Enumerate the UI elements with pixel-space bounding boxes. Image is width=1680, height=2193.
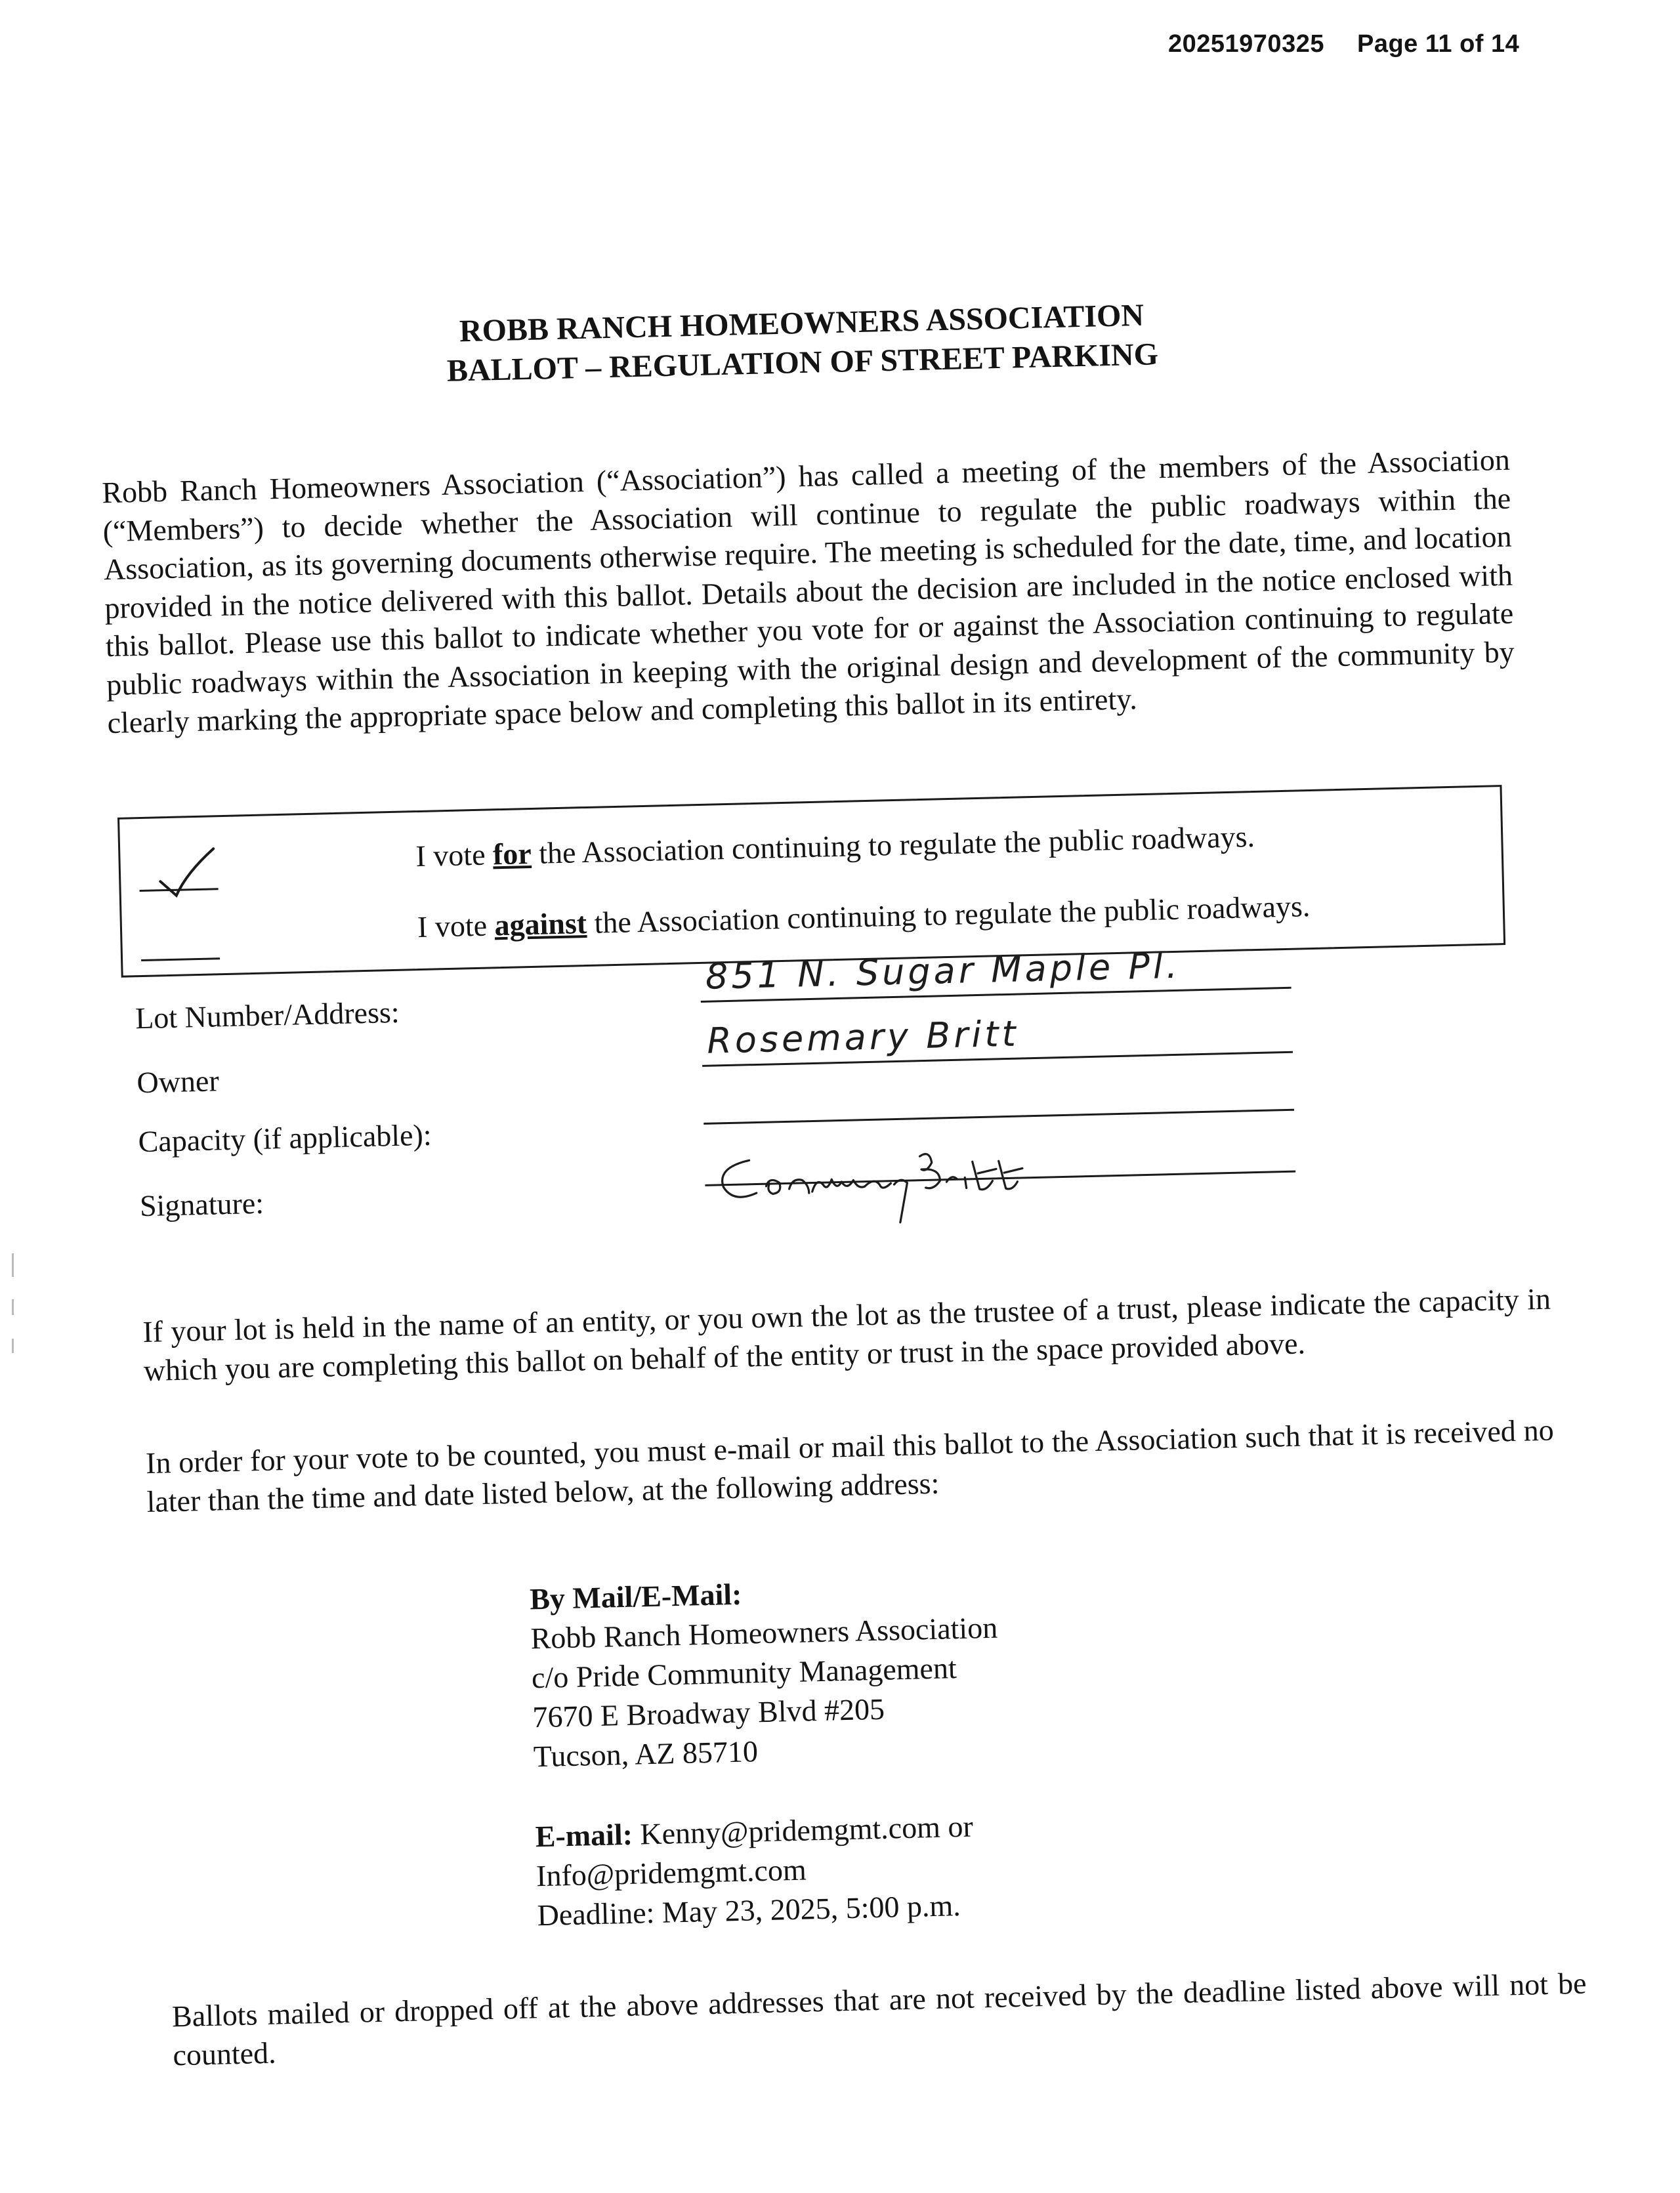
vote-against-prefix: I vote xyxy=(417,908,495,944)
mail-heading: By Mail/E-Mail: xyxy=(529,1577,742,1616)
document-number: 20251970325 xyxy=(1168,30,1324,58)
owner-label: Owner xyxy=(136,1064,220,1100)
vote-options-box xyxy=(117,785,1505,978)
capacity-line xyxy=(704,1109,1294,1125)
lot-value[interactable]: 851 N. Sugar Maple Pl. xyxy=(705,944,1181,997)
intro-paragraph: Robb Ranch Homeowners Association (“Association”) has called a meeting of the members of the Association (“Members”) to decide whether the Association will continue to regulate the public roadways within the Association, as its governing documents otherwise require. The meeting is scheduled for the date, time, and location provided in the notice delivered with this ballot. Details about the decision are included in the notice enclosed with this ballot. Please use this ballot to indicate whether you vote for or against the Association continuing to regulate public roadways within the Association in keeping with the original design and development of the community by clearly marking the appropriate space below and completing this ballot in its entirety. xyxy=(101,442,1515,740)
email-label: E-mail: xyxy=(535,1817,633,1854)
capacity-label: Capacity (if applicable): xyxy=(138,1117,432,1159)
mail-address-block xyxy=(530,1569,1001,1777)
vote-against-suffix: the Association continuing to regulate the public roadways. xyxy=(586,889,1311,940)
association-title: ROBB RANCH HOMEOWNERS ASSOCIATION xyxy=(459,297,1144,349)
vote-for-option xyxy=(415,819,1255,873)
vote-against-option xyxy=(417,888,1310,944)
email-block xyxy=(535,1807,975,1936)
mail-line-4: Tucson, AZ 85710 xyxy=(533,1734,759,1774)
email-address-2[interactable]: Info@pridemgmt.com xyxy=(536,1852,807,1893)
page-number: Page 11 of 14 xyxy=(1356,30,1520,58)
mail-line-3: 7670 E Broadway Blvd #205 xyxy=(532,1692,885,1734)
owner-value[interactable]: Rosemary Britt xyxy=(706,1013,1020,1062)
footer-note: Ballots mailed or dropped off at the above addresses that are not received by the deadline listed above will not be counted. xyxy=(171,1966,1587,2072)
signature-label: Signature: xyxy=(139,1186,264,1223)
lot-label: Lot Number/Address: xyxy=(135,995,400,1035)
vote-against-mark-line[interactable] xyxy=(141,957,220,961)
deadline: Deadline: May 23, 2025, 5:00 p.m. xyxy=(536,1889,961,1932)
entity-note: If your lot is held in the name of an entity, or you own the lot as the trustee of a trust, please indicate the capacity in which you are completing this ballot on behalf of the entity or trust in the space provided above. xyxy=(142,1282,1551,1387)
vote-for-suffix: the Association continuing to regulate the public roadways. xyxy=(531,820,1255,870)
vote-for-keyword: for xyxy=(492,836,532,871)
checkmark-icon xyxy=(157,846,217,900)
submit-note: In order for your vote to be counted, you must e-mail or mail this ballot to the Association such that it is received no later than the time and date listed below, at the following address: xyxy=(145,1413,1555,1518)
mail-line-2: c/o Pride Community Management xyxy=(531,1651,957,1695)
email-address-1[interactable]: Kenny@pridemgmt.com or xyxy=(632,1809,974,1851)
ballot-title: BALLOT – REGULATION OF STREET PARKING xyxy=(446,337,1159,388)
vote-against-keyword: against xyxy=(494,906,587,942)
mail-line-1: Robb Ranch Homeowners Association xyxy=(530,1610,998,1656)
vote-for-prefix: I vote xyxy=(415,837,494,873)
